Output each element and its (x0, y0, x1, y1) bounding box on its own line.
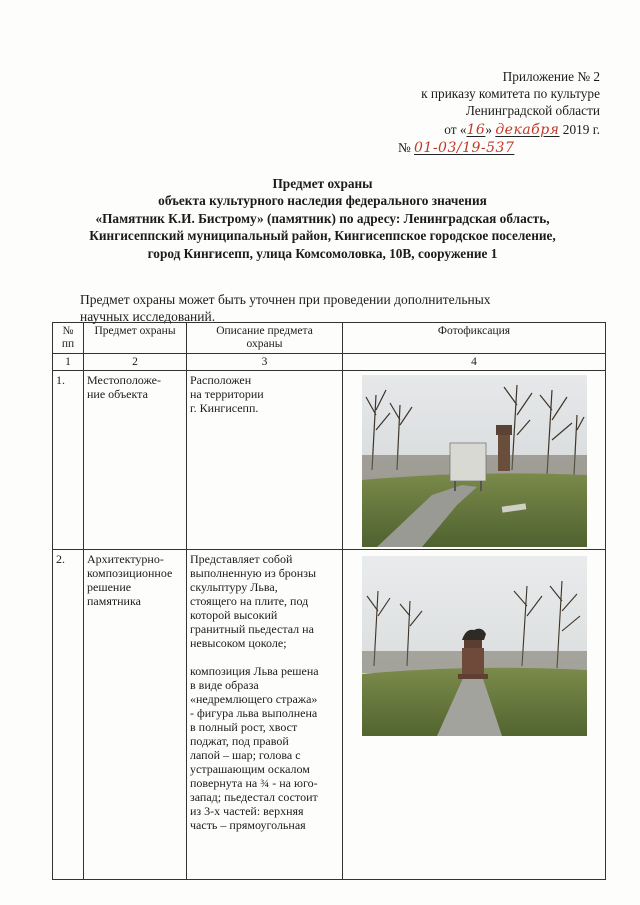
note-line-1: Предмет охраны может быть уточнен при проведении дополнительных (80, 292, 491, 307)
date-mid: » (485, 122, 492, 137)
note-line-2: научных исследований. (80, 309, 216, 324)
header-description: Описание предмета охраны (187, 323, 343, 354)
header-photo: Фотофиксация (343, 323, 606, 354)
order-reference: к приказу комитета по культуре (421, 86, 600, 101)
table-header-row (53, 323, 606, 354)
row-number: 2. (53, 550, 84, 880)
row-photo-cell (343, 550, 606, 880)
handwritten-month: декабря (495, 122, 560, 138)
title-line-3: «Памятник К.И. Бистрому» (памятник) по адресу: Ленинградская область, (95, 210, 550, 226)
order-date (360, 121, 600, 139)
table-row (53, 371, 606, 550)
row-number: 1. (53, 371, 84, 550)
row-description: Представляет собой выполненную из бронзы скульптуру Льва, стоящего на плите, под которой высокий гранитный пьедестал на невысоком цоколе; композиция Льва решена в виде образа «недремлющего стража» - фигура льва выполнена в полный рост, хвост поджат, под правой лапой – шар; голова с устрашающим оскалом повернута на ¾ - на юго- запад; пьедестал состоит из 3-х частей: верхняя часть – прямоугольная (187, 550, 343, 880)
date-prefix: от « (444, 122, 467, 137)
title-line-1: Предмет охраны (272, 176, 373, 191)
handwritten-day: 16 (466, 122, 486, 138)
protection-subject-table (52, 322, 606, 880)
column-number: 4 (343, 354, 606, 371)
column-number: 3 (187, 354, 343, 371)
handwritten-number: 01-03/19-537 (414, 140, 515, 156)
row-subject: Архитектурно- композиционное решение памятника (84, 550, 187, 880)
column-number: 1 (53, 354, 84, 371)
committee-region: Ленинградской области (465, 103, 600, 118)
row-subject: Местоположе- ние объекта (84, 371, 187, 550)
document-title (40, 175, 605, 262)
table-row (53, 550, 606, 880)
appendix-number: Приложение № 2 (502, 69, 600, 84)
order-number (398, 139, 598, 157)
location-photo (362, 375, 587, 547)
row-description: Расположен на территории г. Кингисепп. (187, 371, 343, 550)
number-prefix: № (398, 140, 411, 155)
monument-photo (362, 556, 587, 736)
title-line-4: Кингисеппский муниципальный район, Кингисеппское городское поселение, (89, 228, 556, 244)
header-subject: Предмет охраны (84, 323, 187, 354)
column-number-row (53, 354, 606, 371)
column-number: 2 (84, 354, 187, 371)
row-photo-cell (343, 371, 606, 550)
title-line-2: объекта культурного наследия федерального значения (158, 193, 487, 209)
title-line-5: город Кингисепп, улица Комсомоловка, 10В, сооружение 1 (147, 245, 498, 261)
header-number: № пп (53, 323, 84, 354)
date-year: 2019 г. (562, 122, 600, 137)
